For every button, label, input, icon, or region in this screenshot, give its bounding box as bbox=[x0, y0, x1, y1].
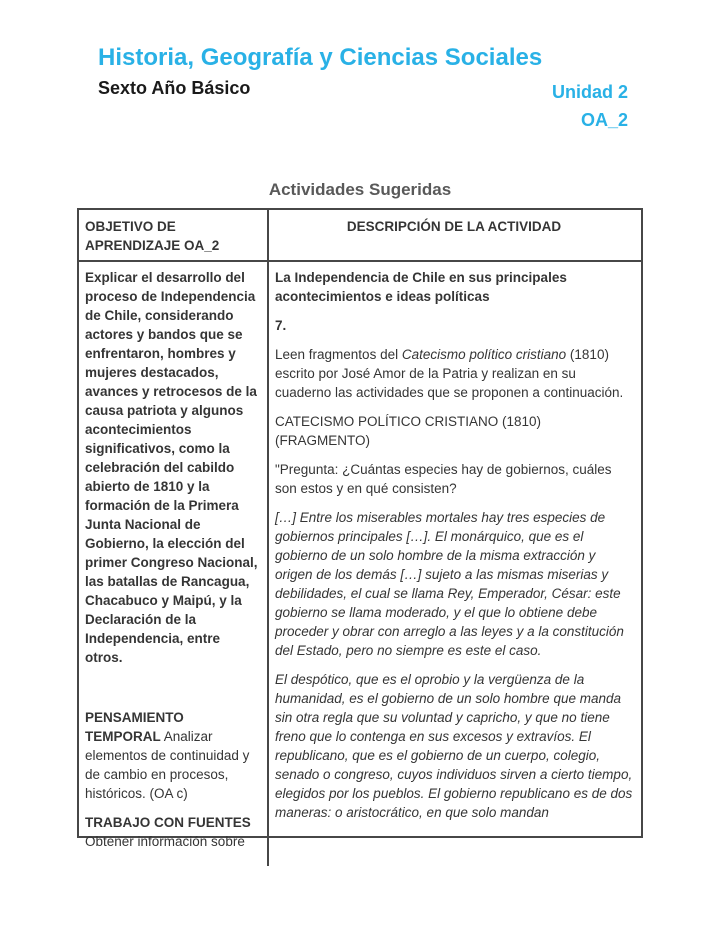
course-title: Historia, Geografía y Ciencias Sociales bbox=[98, 44, 543, 71]
pensamiento-temporal-label: PENSAMIENTO TEMPORAL bbox=[85, 710, 184, 744]
grade-subtitle: Sexto Año Básico bbox=[98, 78, 251, 98]
source-title-line1: CATECISMO POLÍTICO CRISTIANO (1810) bbox=[275, 414, 542, 429]
unit-info bbox=[552, 78, 628, 134]
intro-text-before: Leen fragmentos del bbox=[275, 347, 402, 362]
trabajo-fuentes-paragraph bbox=[85, 813, 259, 851]
activities-table bbox=[77, 208, 643, 849]
quote-paragraph-2: El despótico, que es el oprobio y la vergüenza de la humanidad, es el gobierno de un solo hombre que manda sin otra regla que su voluntad y capricho, y que no tiene freno que lo contenga en sus excesos y extravíos. El republicano, que es el gobierno de un cuerpo, colegio, senado o congreso, cuyos individuos sirven a cierto tiempo, elegidos por los pueblos. El gobierno republicano es de dos maneras: o aristocrático, en que solo mandan bbox=[275, 672, 633, 820]
column-header-objetivo: OBJETIVO DE APRENDIZAJE OA_2 bbox=[79, 210, 269, 262]
activity-intro-paragraph bbox=[275, 345, 633, 402]
objetivo-main-paragraph: Explicar el desarrollo del proceso de Independencia de Chile, considerando actores y bandos que se enfrentaron, hombres y mujeres destacados, avances y retrocesos de la causa patriota y algunos acontecimientos significativos, como la celebración del cabildo abierto de 1810 y la formación de la Primera Junta Nacional de Gobierno, la elección del primer Congreso Nacional, las batallas de Rancagua, Chacabuco y Maipú, y la Declaración de la Independencia, entre otros. bbox=[85, 270, 258, 665]
activity-heading: La Independencia de Chile en sus principales acontecimientos e ideas políticas bbox=[275, 270, 567, 304]
intro-book-title: Catecismo político cristiano bbox=[401, 347, 567, 362]
oa-label: OA_2 bbox=[580, 110, 628, 130]
trabajo-fuentes-text: Obtener información sobre bbox=[85, 834, 245, 849]
quote-paragraph-1: […] Entre los miserables mortales hay tres especies de gobiernos principales […]. El monárquico, que es el gobierno de un solo hombre de la misma extracción y origen de los demás […] sujeto a las mismas miserias y debilidades, el cual se llama Rey, Emperador, César: este gobierno se llama moderado, y el que lo obtiene debe proceder y obrar con arreglo a las leyes y a la constitución del Estado, pero no siempre es este el caso. bbox=[275, 510, 624, 658]
column-header-descripcion: DESCRIPCIÓN DE LA ACTIVIDAD bbox=[269, 210, 641, 262]
section-title: Actividades Sugeridas bbox=[268, 180, 452, 199]
unit-label: Unidad 2 bbox=[551, 82, 628, 102]
question-paragraph: "Pregunta: ¿Cuántas especies hay de gobiernos, cuáles son estos y en qué consisten? bbox=[275, 462, 612, 496]
pensamiento-temporal-text: Analizar elementos de continuidad y de cambio en procesos, históricos. (OA c) bbox=[85, 729, 250, 801]
document-header bbox=[98, 41, 558, 100]
activity-number: 7. bbox=[275, 318, 287, 333]
source-title-paragraph bbox=[275, 412, 633, 450]
pensamiento-temporal-paragraph bbox=[85, 708, 259, 803]
objetivo-cell bbox=[79, 262, 269, 866]
trabajo-fuentes-label: TRABAJO CON FUENTES bbox=[85, 815, 251, 830]
descripcion-cell bbox=[269, 262, 641, 866]
intro-text-after: (1810) escrito por José Amor de la Patria y realizan en su cuaderno las actividades que se proponen a continuación. bbox=[275, 347, 624, 400]
source-title-line2: (FRAGMENTO) bbox=[275, 433, 370, 448]
